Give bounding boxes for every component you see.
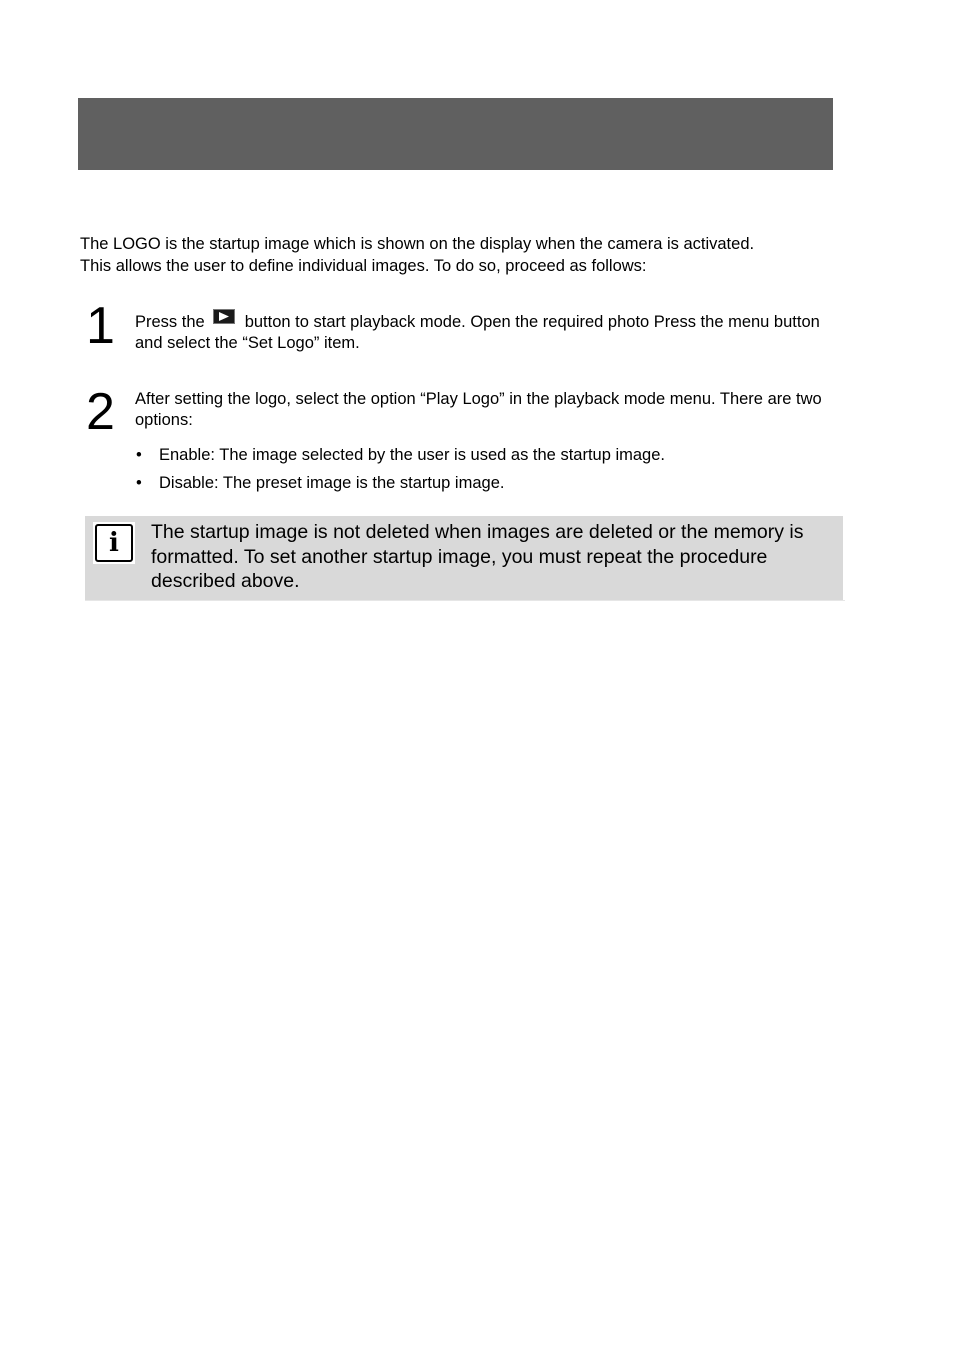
step-number-2: 2 <box>86 383 115 441</box>
info-icon <box>93 522 135 564</box>
step-2-text: After setting the logo, select the option “Play Logo” in the playback mode menu. There are two options: <box>135 390 822 429</box>
section-header-band <box>78 98 833 170</box>
list-item <box>135 441 835 469</box>
info-note-text: The startup image is not deleted when images are deleted or the memory is formatted. To set another startup image, you must repeat the procedure described above. <box>151 521 804 592</box>
intro-paragraph <box>80 233 870 277</box>
option-enable-text: Enable: The image selected by the user is used as the startup image. <box>159 446 665 464</box>
step-1-text <box>135 309 845 354</box>
step-number-1: 1 <box>86 297 115 355</box>
playback-icon <box>213 309 235 324</box>
info-note-box <box>85 516 843 600</box>
intro-line-2: This allows the user to define individual images. To do so, proceed as follows: <box>80 257 647 275</box>
step-1-text-before-icon: Press the <box>135 313 205 331</box>
step-2-options-list <box>135 441 835 497</box>
bullet-dot: • <box>136 446 142 464</box>
info-icon-glyph: i <box>95 524 133 562</box>
bullet-dot: • <box>136 474 142 492</box>
option-disable-text: Disable: The preset image is the startup image. <box>159 474 505 492</box>
intro-line-1: The LOGO is the startup image which is shown on the display when the camera is activated. <box>80 235 755 253</box>
step-1-text-after-icon: button to start playback mode. Open the required photo Press the menu button and select the “Set Logo” item. <box>135 313 820 352</box>
list-item <box>135 469 835 497</box>
